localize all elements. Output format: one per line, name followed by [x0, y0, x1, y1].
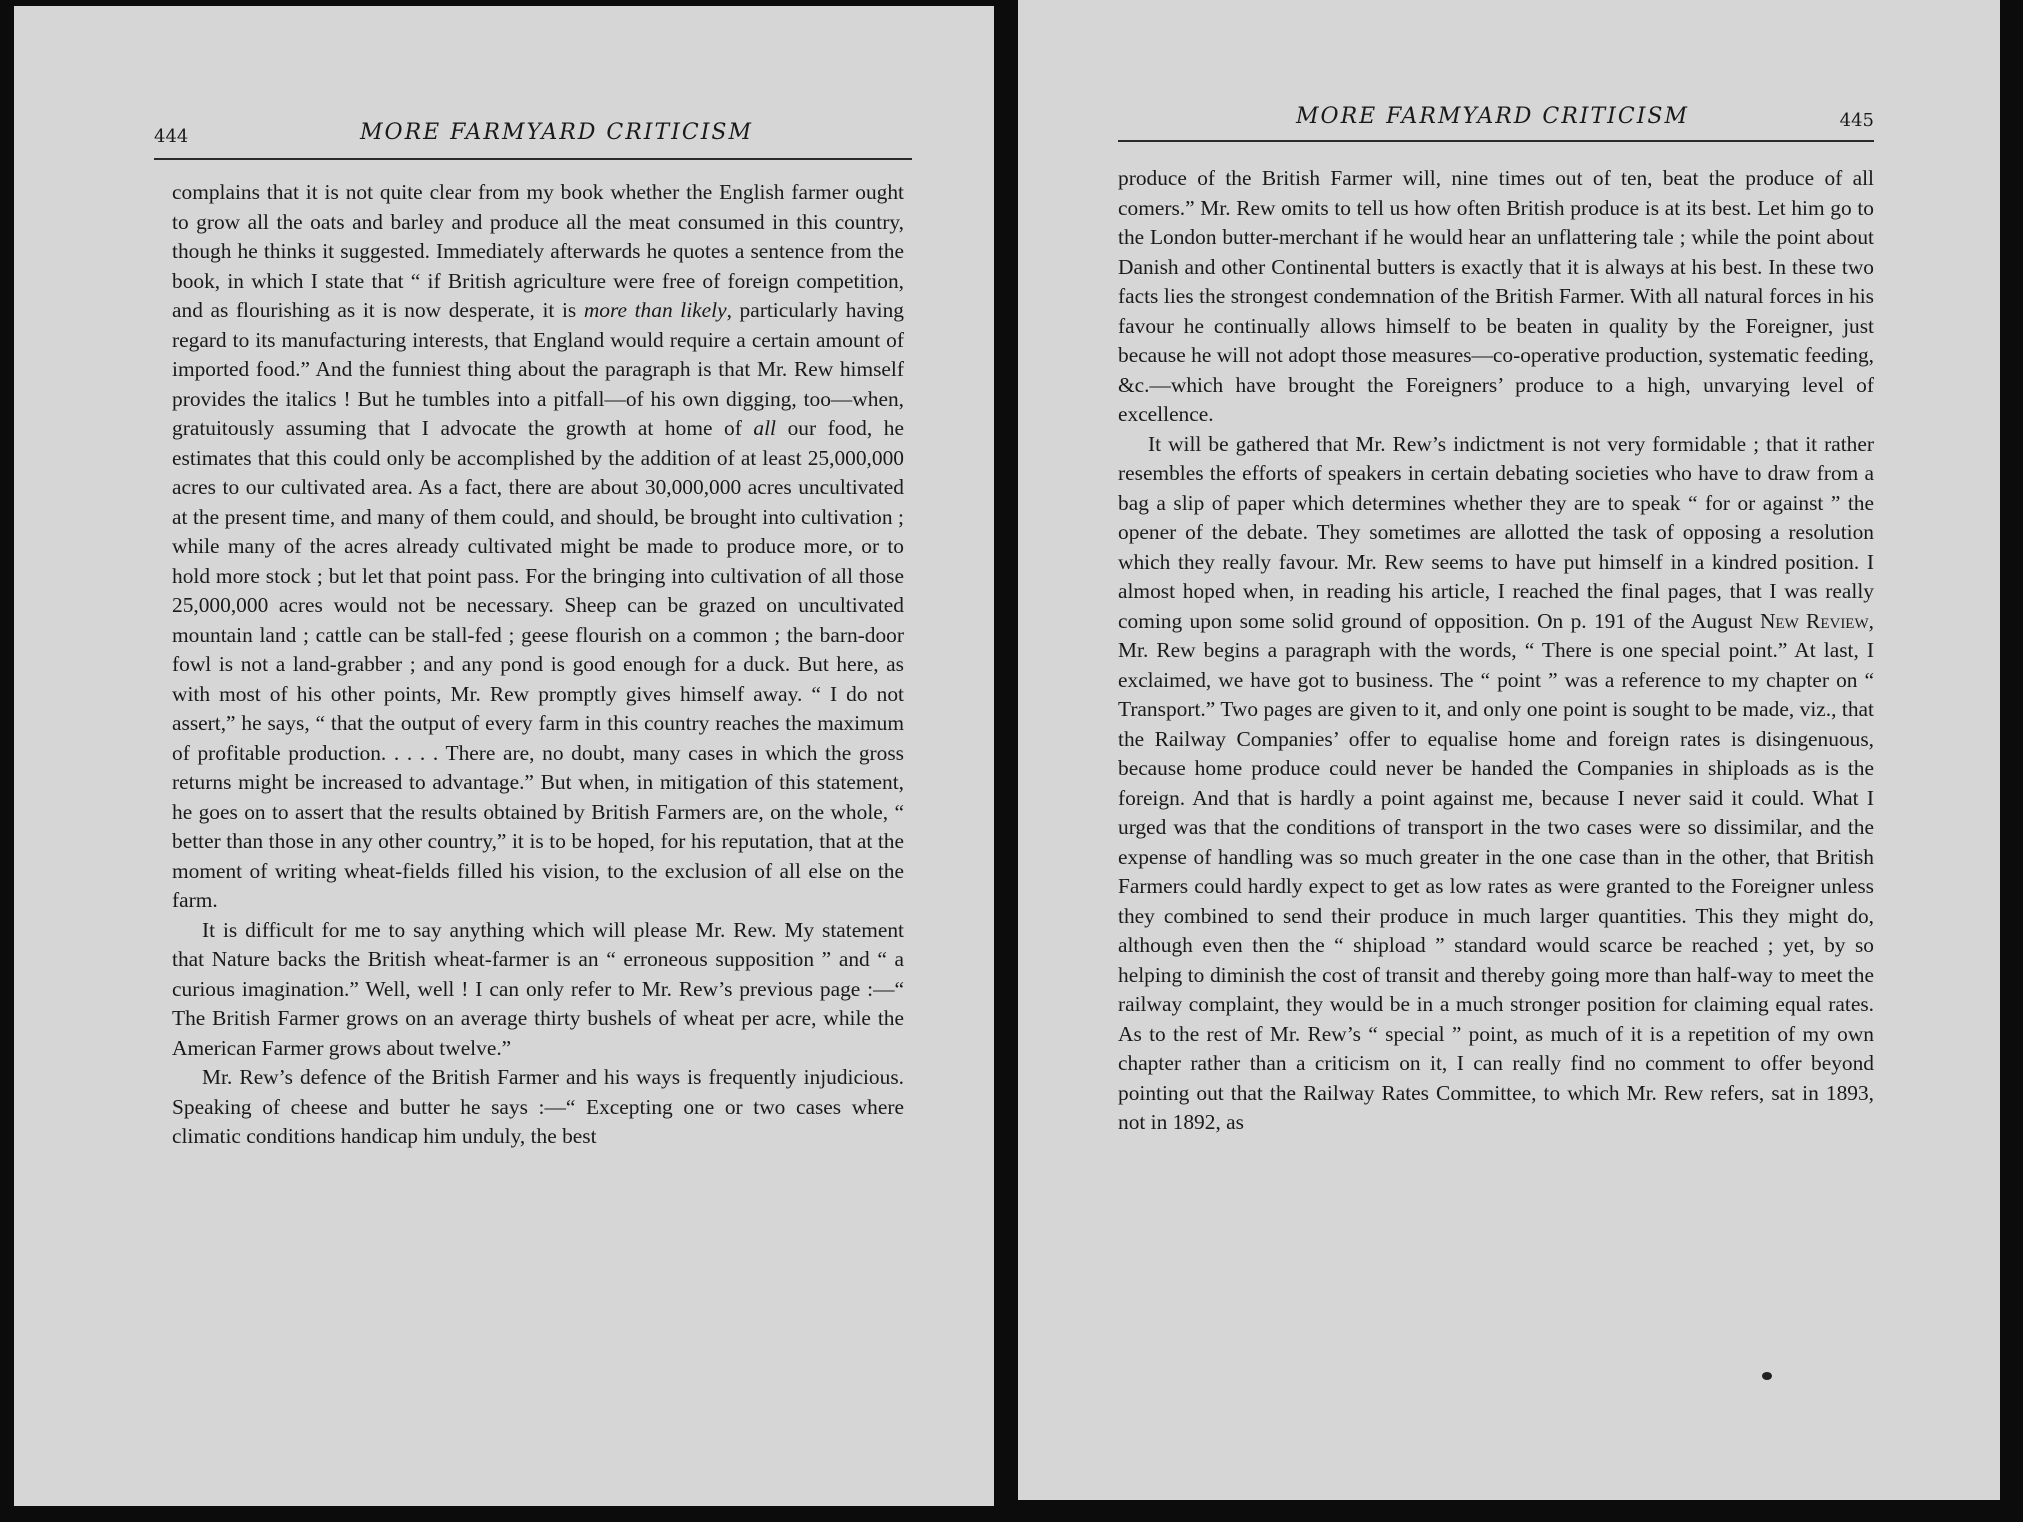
- left-page-number: 444: [154, 126, 189, 147]
- text-run: produce of the British Farmer will, nine times out of ten, beat the produce of all comers.” Mr. Rew omits to tell us how often British produce is at its best. Let him go to the London butter-merchant if he would hear an unflattering tale ; while the point about Danish and other Continental butters is exactly that it is always at his best. In these two facts lies the strongest condemnation of the British Farmer. With all natural forces in his favour he continually allows himself to be beaten in quality by the Foreigner, just because he will not adopt those measures—co-operative production, systematic feeding, &c.—which have brought the Foreigners’ produce to a high, unvarying level of excellence.: [1118, 166, 1874, 426]
- small-caps-text: New Review: [1759, 608, 1869, 633]
- text-run: , particularly having regard to its manufacturing interests, that England would require a certain amount of imported food.” And the funniest thing about the paragraph is that Mr. Rew himself provides the italics ! But he tumbles into a pitfall—of his own digging, too—when, gratuitously assuming that I advocate the growth at home of: [172, 298, 904, 440]
- right-running-head: MORE FARMYARD CRITICISM: [1296, 104, 1689, 129]
- left-page-body: [172, 178, 904, 1152]
- left-page: [14, 6, 994, 1506]
- text-run: complains that it is not quite clear from my book whether the English farmer ought to grow all the oats and barley and produce all the meat consumed in this country, though he thinks it suggested. Immediately afterwards he quotes a sentence from the book, in which I state that “ if British agriculture were free of foreign competition, and as flourishing as it is now desperate, it is: [172, 180, 904, 322]
- paragraph: [1118, 164, 1874, 430]
- text-run: Mr. Rew’s defence of the British Farmer and his ways is frequently injudicious. Speaking of cheese and butter he says :—“ Excepting one or two cases where climatic conditions handicap him unduly, the best: [172, 1065, 904, 1148]
- italic-text: more than likely: [583, 298, 727, 322]
- paragraph: [172, 1063, 904, 1152]
- text-run: , Mr. Rew begins a paragraph with the words, “ There is one special point.” At last, I exclaimed, we have got to business. The “ point ” was a reference to my chapter on “ Transport.” Two pages are given to it, and only one point is sought to be made, viz., that the Railway Companies’ offer to equalise home and foreign rates is disingenuous, because home produce could never be handed the Companies in shiploads as is the foreign. And that is hardly a point against me, because I never said it could. What I urged was that the conditions of transport in the two cases were so dissimilar, and the expense of handling was so much greater in the one case than in the other, that British Farmers could hardly expect to get as low rates as were granted to the Foreigner unless they combined to send their produce in much larger quantities. This they might do, although even then the “ shipload ” standard would scarce be reached ; yet, by so helping to diminish the cost of transit and thereby going more than half-way to meet the railway complaint, they would be in a much stronger position for claiming equal rates. As to the rest of Mr. Rew’s “ special ” point, as much of it is a repetition of my own chapter rather than a criticism on it, I can really find no comment to offer beyond pointing out that the Railway Rates Committee, to which Mr. Rew refers, sat in 1893, not in 1892, as: [1118, 608, 1874, 1134]
- paragraph: [1118, 430, 1874, 1138]
- italic-text: all: [753, 416, 777, 440]
- right-page: [1018, 0, 2000, 1500]
- right-page-body: [1118, 164, 1874, 1138]
- left-header-rule: [154, 158, 912, 160]
- right-header-rule: [1118, 140, 1874, 142]
- paragraph: [172, 916, 904, 1064]
- left-page-header: [154, 114, 912, 154]
- right-page-header: [1118, 98, 1874, 138]
- paragraph: [172, 178, 904, 916]
- right-page-number: 445: [1839, 110, 1874, 131]
- ink-speck: [1762, 1372, 1772, 1380]
- text-run: It is difficult for me to say anything which will please Mr. Rew. My statement that Nature backs the British wheat-farmer is an “ erroneous supposition ” and “ a curious imagination.” Well, well ! I can only refer to Mr. Rew’s previous page :—“ The British Farmer grows on an average thirty bushels of wheat per acre, while the American Farmer grows about twelve.”: [172, 917, 904, 1060]
- text-run: our food, he estimates that this could only be accomplished by the addition of at least 25,000,000 acres to our cultivated area. As a fact, there are about 30,000,000 acres uncultivated at the present time, and many of them could, and should, be brought into cultivation ; while many of the acres already cultivated might be made to produce more, or to hold more stock ; but let that point pass. For the bringing into cultivation of all those 25,000,000 acres would not be necessary. Sheep can be grazed on uncultivated mountain land ; cattle can be stall-fed ; geese flourish on a common ; the barn-door fowl is not a land-grabber ; and any pond is good enough for a duck. But here, as with most of his other points, Mr. Rew promptly gives himself away. “ I do not assert,” he says, “ that the output of every farm in this country reaches the maximum of profitable production. . . . . There are, no doubt, many cases in which the gross returns might be increased to advantage.” But when, in mitigation of this statement, he goes on to assert that the results obtained by British Farmers are, on the whole, “ better than those in any other country,” it is to be hoped, for his reputation, that at the moment of writing wheat-fields filled his vision, to the exclusion of all else on the farm.: [172, 416, 904, 912]
- left-running-head: MORE FARMYARD CRITICISM: [360, 120, 753, 145]
- text-run: It will be gathered that Mr. Rew’s indictment is not very formidable ; that it rather resembles the efforts of speakers in certain debating societies who have to draw from a bag a slip of paper which determines whether they are to speak “ for or against ” the opener of the debate. They sometimes are allotted the task of opposing a resolution which they really favour. Mr. Rew seems to have put himself in a kindred position. I almost hoped when, in reading his article, I reached the final pages, that I was really coming upon some solid ground of opposition. On p. 191 of the August: [1118, 431, 1874, 633]
